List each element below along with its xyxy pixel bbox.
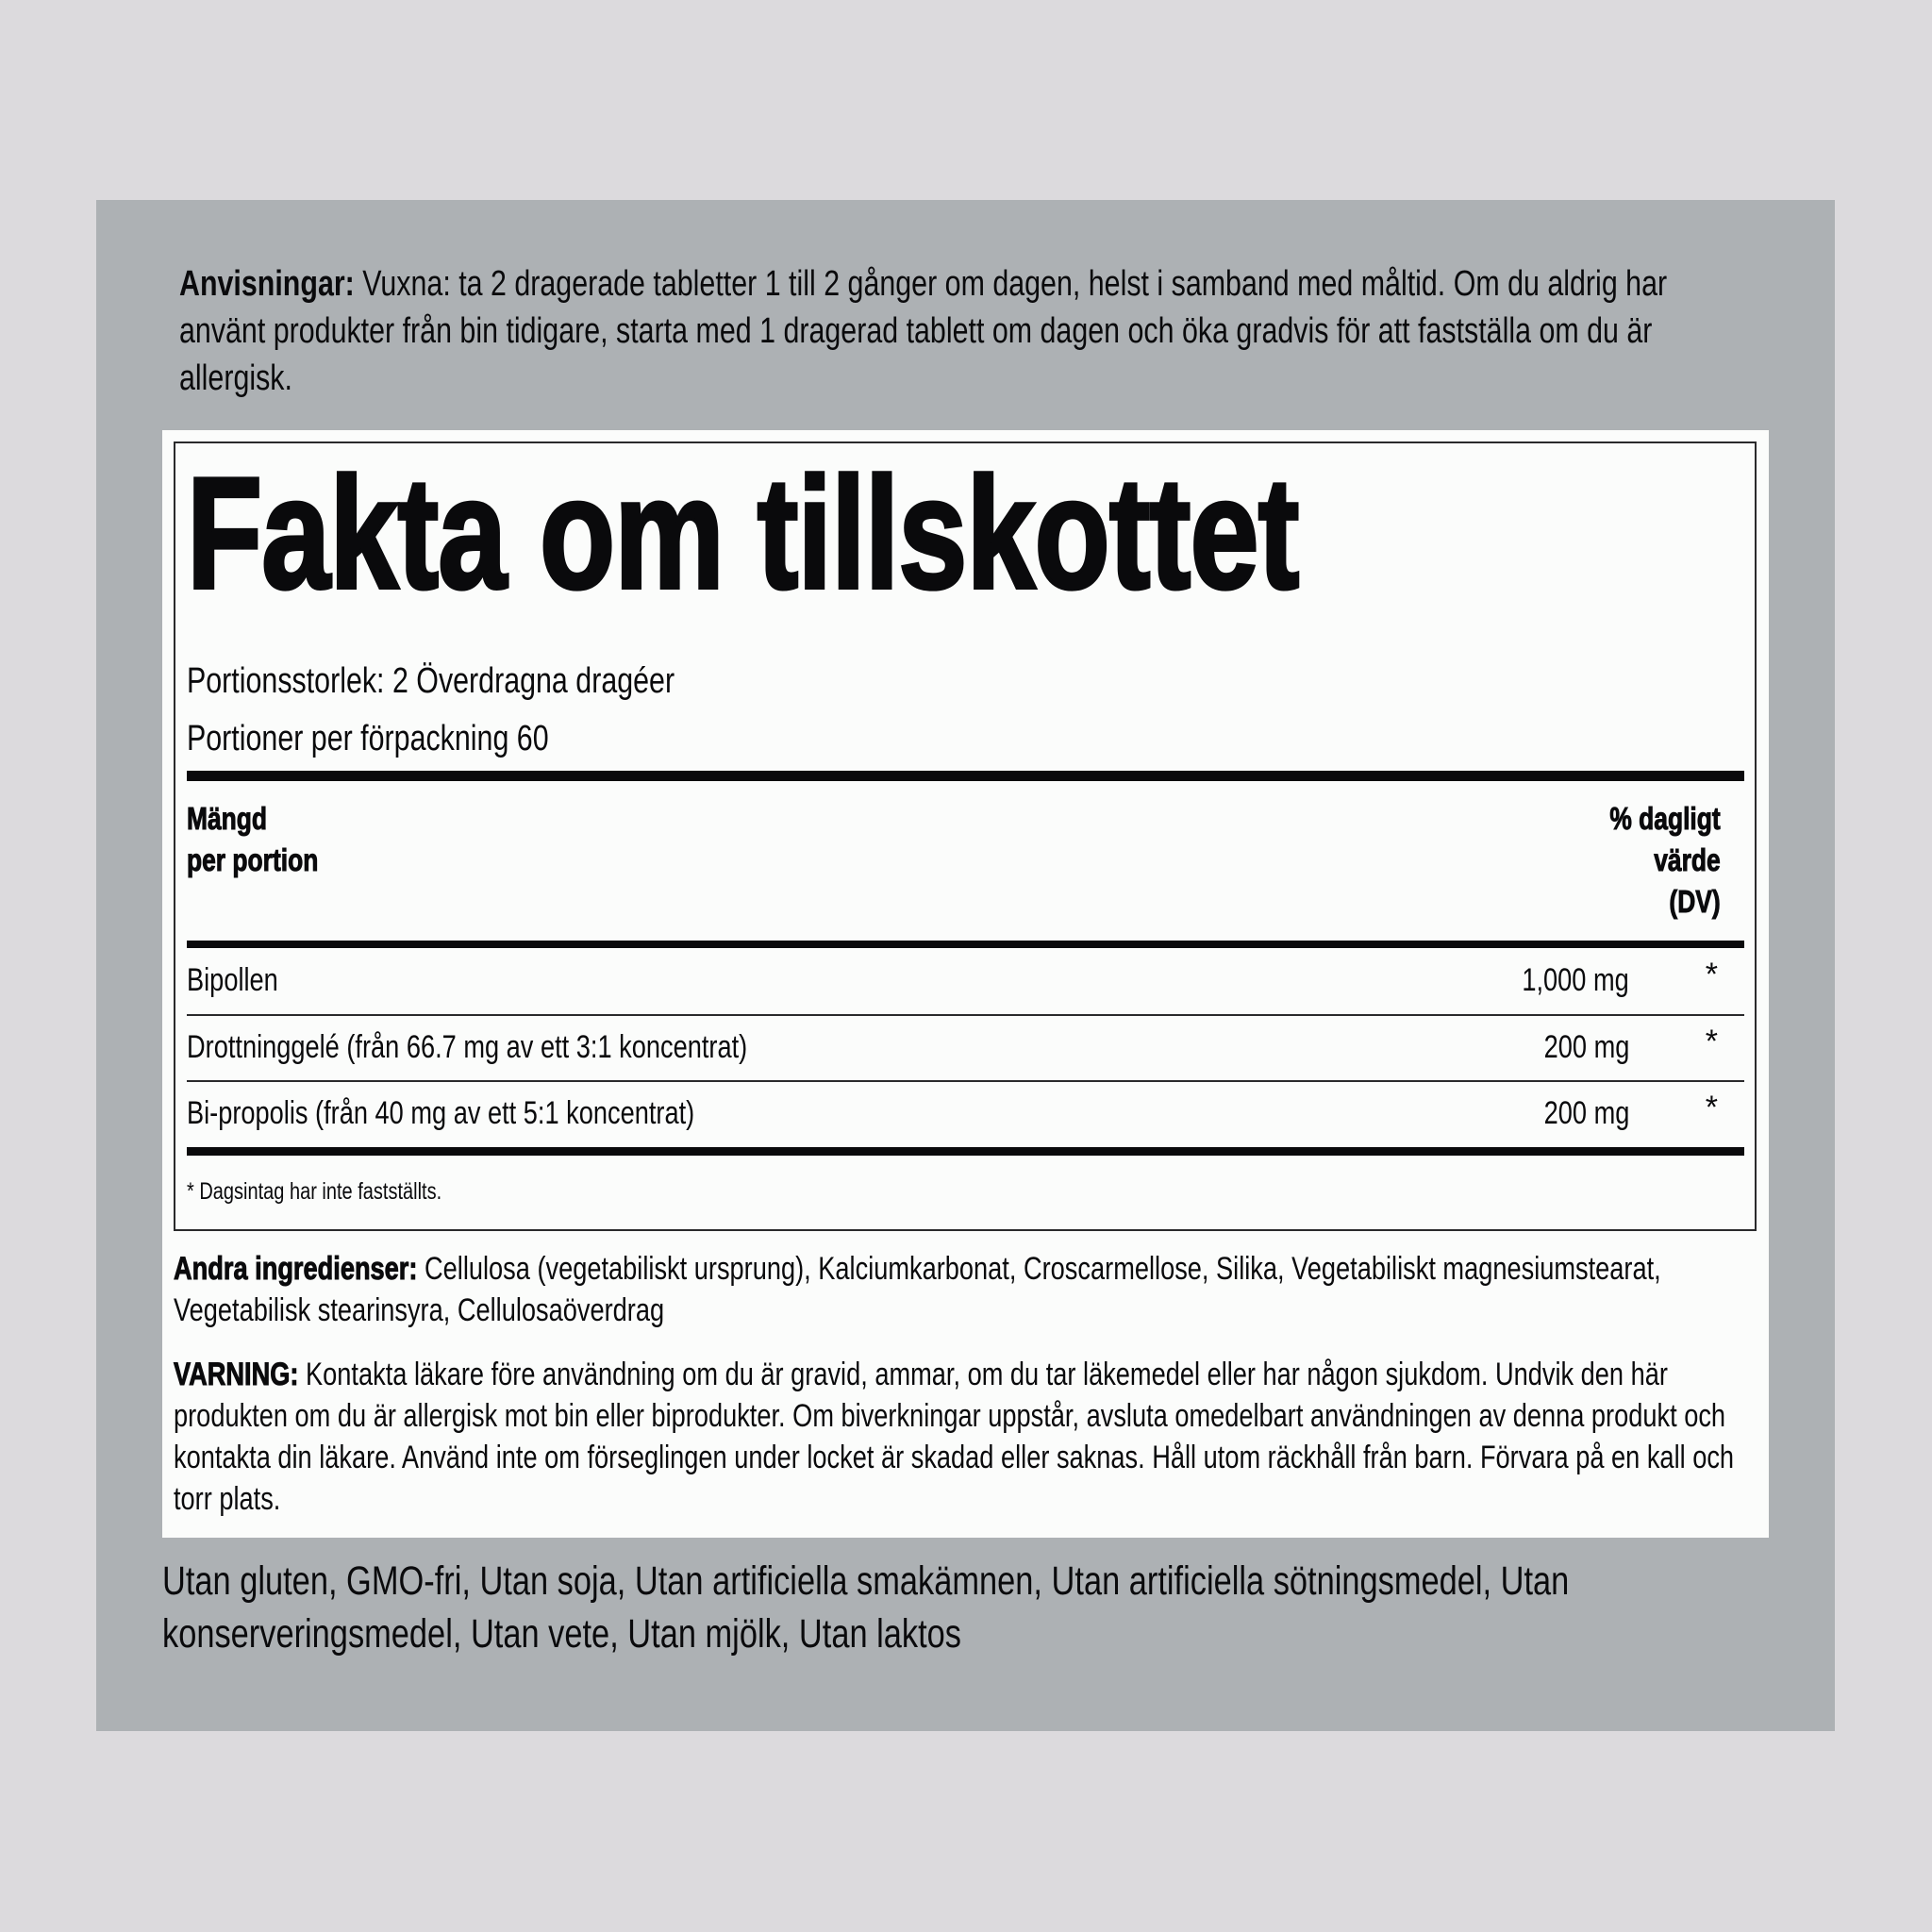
ingredient-dv: * [1705,1090,1718,1125]
warning-text: Kontakta läkare före användning om du är gravid, ammar, om du tar läkemedel eller har någon sjukdom. Undvik den här produkten om du är allergisk mot bin eller biprodukter. Om biverkningar uppstår, avsluta omedelbart användningen av denna produkt och kontakta din läkare. Använd inte om förseglingen under locket är skadad eller saknas. Håll utom räckhåll från barn. Förvara på en kall och torr plats. [174,1357,1735,1517]
thick-divider [187,771,1744,781]
ingredient-dv: * [1705,957,1718,992]
warning-paragraph [174,1354,1758,1520]
daily-value-header [1610,798,1721,923]
directions-text: Vuxna: ta 2 dragerade tabletter 1 till 2 gånger om dagen, helst i samband med måltid. Om du aldrig har använt produkter från bin tidigare, starta med 1 dragerad tablett om dagen och öka gradvis för att fastställa om du är allergisk. [179,264,1668,398]
ingredient-amount: 1,000 mg [1522,962,1629,998]
ingredient-name: Bi-propolis (från 40 mg av ett 5:1 koncentrat) [187,1095,695,1131]
thick-divider [187,941,1744,948]
free-from-statement: Utan gluten, GMO-fri, Utan soja, Utan artificiella smakämnen, Utan artificiella sötningsmedel, Utan konserveringsmedel, Utan vete, Utan mjölk, Utan laktos [162,1558,1570,1657]
other-ingredients-text: Cellulosa (vegetabiliskt ursprung), Kalciumkarbonat, Croscarmellose, Silika, Vegetabiliskt magnesiumstearat, Vegetabilisk stearinsyra, Cellulosaöverdrag [174,1251,1661,1328]
table-row [187,1081,1744,1145]
table-row [187,1015,1744,1079]
ingredient-name: Drottninggelé (från 66.7 mg av ett 3:1 koncentrat) [187,1029,748,1065]
ingredient-dv: * [1705,1024,1718,1059]
thick-divider [187,1147,1744,1156]
servings-per-container: Portioner per förpackning 60 [187,719,549,758]
table-row [187,948,1744,1012]
header-percent-daily: % dagligt [1609,801,1721,836]
ingredient-name: Bipollen [187,962,278,998]
other-ingredients-label: Andra ingredienser: [174,1251,418,1287]
serving-size: Portionsstorlek: 2 Överdragna dragéer [187,661,675,701]
header-per-serving: per portion [187,842,319,877]
other-ingredients [174,1248,1758,1331]
daily-value-footnote: * Dagsintag har inte fastställts. [187,1178,442,1205]
amount-per-serving-header [187,798,318,881]
header-dv: (DV) [1669,884,1721,919]
warning-label: VARNING: [174,1357,299,1392]
facts-title: Fakta om tillskottet [187,444,1299,622]
ingredient-amount: 200 mg [1543,1029,1629,1065]
supplement-facts-box [174,441,1757,1231]
header-value: värde [1654,842,1721,877]
directions-label: Anvisningar: [179,264,355,304]
header-amount: Mängd [187,801,268,836]
ingredient-amount: 200 mg [1543,1095,1629,1131]
directions-paragraph [179,260,1734,402]
